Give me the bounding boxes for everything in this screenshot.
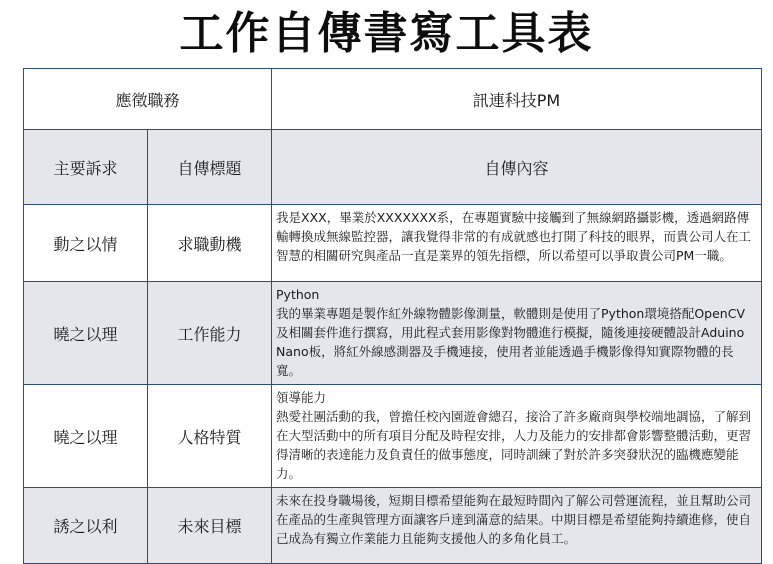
table-row: [24, 282, 762, 385]
row-content: 我是XXX，畢業於XXXXXXX系，在專題實驗中接觸到了無線網路攝影機，透過網路傳輸轉換成無線監控器，讓我覺得非常的有成就感也打開了科技的眼界，而貴公司人在工智慧的相關研究與產品一直是業界的領先指標，所以希望可以爭取貴公司PM一職。: [272, 205, 762, 282]
table-row: [24, 385, 762, 488]
header-appeal: 主要訴求: [24, 130, 148, 205]
row-content: 未來在投身職場後，短期目標希望能夠在最短時間內了解公司營運流程，並且幫助公司在產品的生產與管理方面讓客戶達到滿意的結果。中期目標是希望能夠持續進修，使自己成為有獨立作業能力且能夠支援他人的多角化員工。: [272, 488, 762, 564]
position-value: 訊連科技PM: [272, 69, 762, 130]
row-appeal: 曉之以理: [24, 282, 148, 385]
row-appeal: 曉之以理: [24, 385, 148, 488]
row-appeal: 動之以情: [24, 205, 148, 282]
row-heading: 未來目標: [148, 488, 272, 564]
row-appeal: 誘之以利: [24, 488, 148, 564]
row-content: Python 我的畢業專題是製作紅外線物體影像測量，軟體則是使用了Python環境搭配OpenCV及相關套件進行撰寫，用此程式套用影像對物體進行模擬，隨後連接硬體設計Aduino Nano板，將紅外線感測器及手機連接，使用者並能透過手機影像得知實際物體的長寬。: [272, 282, 762, 385]
table-row: [24, 488, 762, 564]
header-heading: 自傳標題: [148, 130, 272, 205]
autobiography-table: [23, 68, 762, 564]
row-content: 領導能力 熱愛社團活動的我，曾擔任校內園遊會總召，接洽了許多廠商與學校端地調協，了解到在大型活動中的所有項目分配及時程安排，人力及能力的安排都會影響整體活動，更習得清晰的表達能力及負責任的做事態度，同時訓練了對於許多突發狀況的臨機應變能力。: [272, 385, 762, 488]
position-label: 應徵職務: [24, 69, 272, 130]
page-title: 工作自傳書寫工具表: [179, 8, 594, 59]
row-heading: 求職動機: [148, 205, 272, 282]
row-heading: 工作能力: [148, 282, 272, 385]
position-row: [24, 69, 762, 130]
row-heading: 人格特質: [148, 385, 272, 488]
header-row: [24, 130, 762, 205]
header-content: 自傳內容: [272, 130, 762, 205]
table-row: [24, 205, 762, 282]
